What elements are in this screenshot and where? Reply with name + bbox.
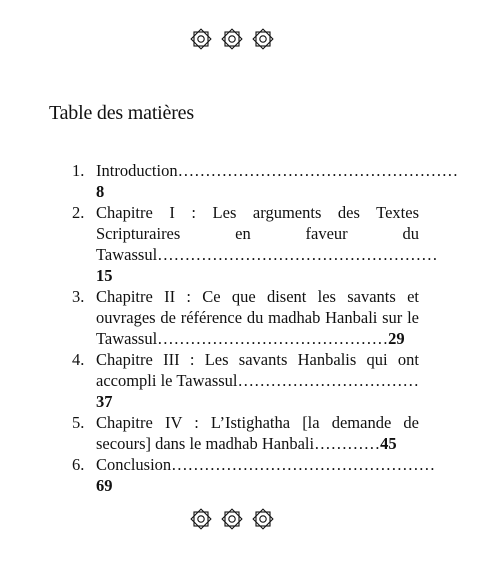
- toc-page-number: 69: [96, 476, 113, 495]
- toc-item-title: Introduction: [96, 161, 178, 180]
- octagram-knot-icon: [222, 29, 242, 49]
- toc-page-number: 8: [96, 182, 105, 201]
- toc-leader-dots: …………: [314, 434, 381, 453]
- toc-leader-dots: …………………………………………: [171, 455, 436, 474]
- toc-item-title: Chapitre I : Les arguments des Textes Scripturaires en faveur du Tawassul: [96, 203, 419, 264]
- toc-item[interactable]: [68, 202, 438, 286]
- toc-item-number: 2.: [72, 203, 85, 222]
- toc-item[interactable]: [68, 412, 419, 454]
- toc-item-number: 6.: [72, 455, 85, 474]
- toc-leader-dots: ……………………………………………: [157, 245, 438, 264]
- toc-item-number: 1.: [72, 161, 85, 180]
- octagram-knot-icon: [191, 509, 211, 529]
- toc-item[interactable]: [68, 454, 436, 496]
- toc-heading: Table des matières: [49, 102, 194, 124]
- toc-leader-dots: ……………………………: [237, 371, 419, 390]
- toc-page-number: 29: [388, 329, 405, 348]
- toc-leader-dots: ……………………………………: [157, 329, 389, 348]
- toc-item-title: Conclusion: [96, 455, 172, 474]
- octagram-knot-icon: [253, 29, 273, 49]
- toc-list: [68, 160, 459, 496]
- toc-leader-dots: ……………………………………………: [177, 161, 459, 180]
- toc-page-number: 45: [380, 434, 397, 453]
- toc-page-number: 37: [96, 392, 113, 411]
- toc-item[interactable]: [68, 349, 419, 412]
- toc-item-number: 4.: [72, 350, 85, 369]
- toc-item-title: Chapitre IV : L’Istighatha [la demande de secours] dans le madhab Hanbali: [96, 413, 419, 453]
- toc-item-title: Chapitre III : Les savants Hanbalis qui ont accompli le Tawassul: [96, 350, 419, 390]
- toc-item[interactable]: [68, 286, 419, 349]
- toc-item[interactable]: [68, 160, 459, 202]
- toc-page-number: 15: [96, 266, 113, 285]
- toc-item-number: 3.: [72, 287, 85, 306]
- octagram-knot-icon: [191, 29, 211, 49]
- toc-item-title: Chapitre II : Ce que disent les savants et ouvrages de référence du madhab Hanbali sur le Tawassul: [96, 287, 419, 348]
- octagram-knot-icon: [253, 509, 273, 529]
- ornament-bottom: [186, 504, 278, 534]
- ornament-top: [186, 24, 278, 54]
- toc-item-number: 5.: [72, 413, 85, 432]
- octagram-knot-icon: [222, 509, 242, 529]
